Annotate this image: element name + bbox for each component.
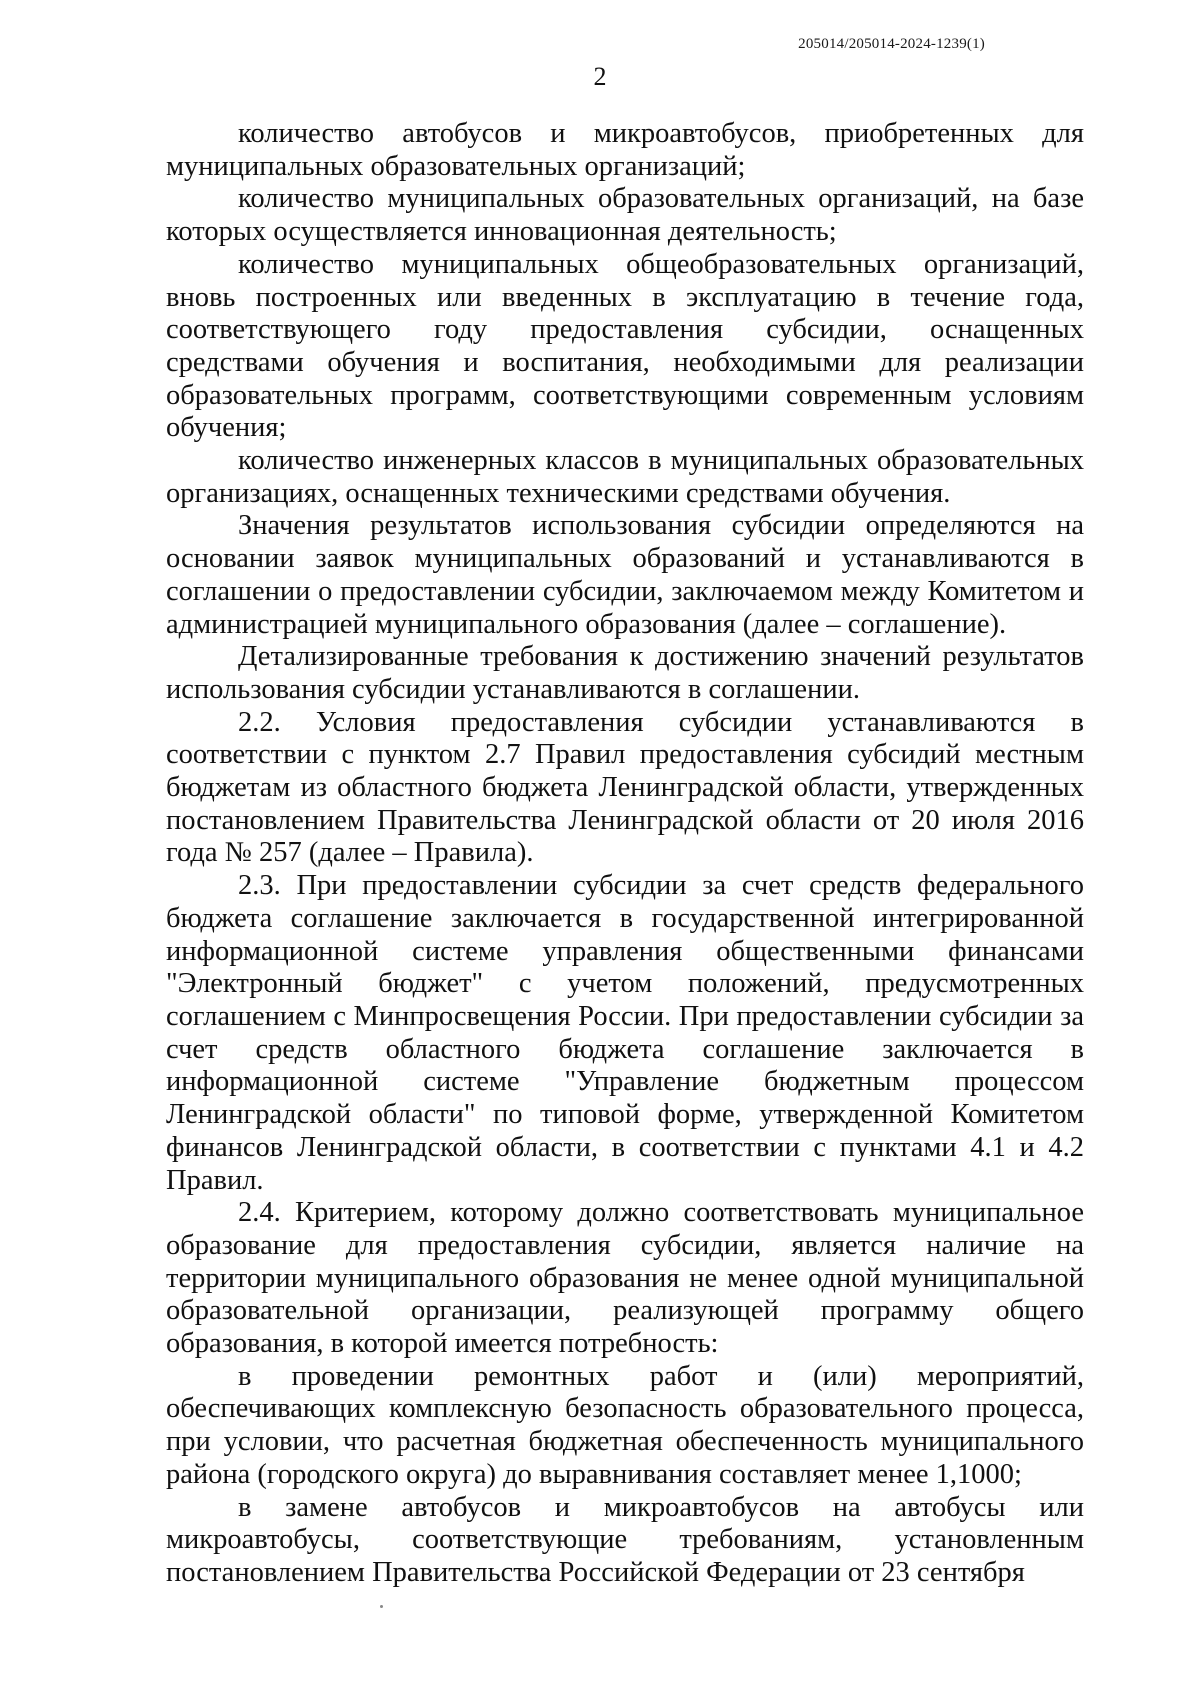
page-number: 2	[593, 62, 607, 91]
scan-speck	[380, 1605, 383, 1608]
paragraph: Значения результатов использования субсидии определяются на основании заявок муниципальных образований и устанавливаются в соглашении о предоставлении субсидии, заключаемом между Комитетом и администрацией муниципального образования (далее – соглашение).	[166, 510, 1084, 640]
paragraph-section-2-3: 2.3. При предоставлении субсидии за счет средств федерального бюджета соглашение заключается в государственной интегрированной информационной системе управления общественными финансами "Электронный бюджет" с учетом положений, предусмотренных соглашением с Минпросвещения России. При предоставлении субсидии за счет средств областного бюджета соглашение заключается в информационной системе "Управление бюджетным процессом Ленинградской области" по типовой форме, утвержденной Комитетом финансов Ленинградской области, в соответствии с пунктами 4.1 и 4.2 Правил.	[166, 870, 1084, 1196]
paragraph: количество муниципальных образовательных организаций, на базе которых осуществляется инновационная деятельность;	[166, 183, 1084, 248]
paragraph: количество автобусов и микроавтобусов, приобретенных для муниципальных образовательных организаций;	[166, 118, 1084, 182]
document-registration-number: 205014/205014-2024-1239(1)	[798, 36, 985, 52]
paragraph: количество муниципальных общеобразовательных организаций, вновь построенных или введенных в эксплуатацию в течение года, соответствующего году предоставления субсидии, оснащенных средствами обучения и воспитания, необходимыми для реализации образовательных программ, соответствующими современным условиям обучения;	[166, 248, 1084, 444]
paragraph: в проведении ремонтных работ и (или) мероприятий, обеспечивающих комплексную безопасность образовательного процесса, при условии, что расчетная бюджетная обеспеченность муниципального района (городского округа) до выравнивания составляет менее 1,1000;	[166, 1360, 1084, 1490]
paragraph-section-2-2: 2.2. Условия предоставления субсидии устанавливаются в соответствии с пунктом 2.7 Правил предоставления субсидий местным бюджетам из областного бюджета Ленинградской области, утвержденных постановлением Правительства Ленинградской области от 20 июля 2016 года № 257 (далее – Правила).	[166, 706, 1084, 869]
paragraph: в замене автобусов и микроавтобусов на автобусы или микроавтобусы, соответствующие требованиям, установленным постановлением Правительства Российской Федерации от 23 сентября	[166, 1491, 1084, 1588]
paragraph: Детализированные требования к достижению значений результатов использования субсидии устанавливаются в соглашении.	[166, 641, 1084, 705]
paragraph-section-2-4: 2.4. Критерием, которому должно соответствовать муниципальное образование для предоставления субсидии, является наличие на территории муниципального образования не менее одной муниципальной образовательной организации, реализующей программу общего образования, в которой имеется потребность:	[166, 1197, 1084, 1360]
document-body	[166, 118, 1084, 1590]
paragraph: количество инженерных классов в муниципальных образовательных организациях, оснащенных техническими средствами обучения.	[166, 445, 1084, 509]
